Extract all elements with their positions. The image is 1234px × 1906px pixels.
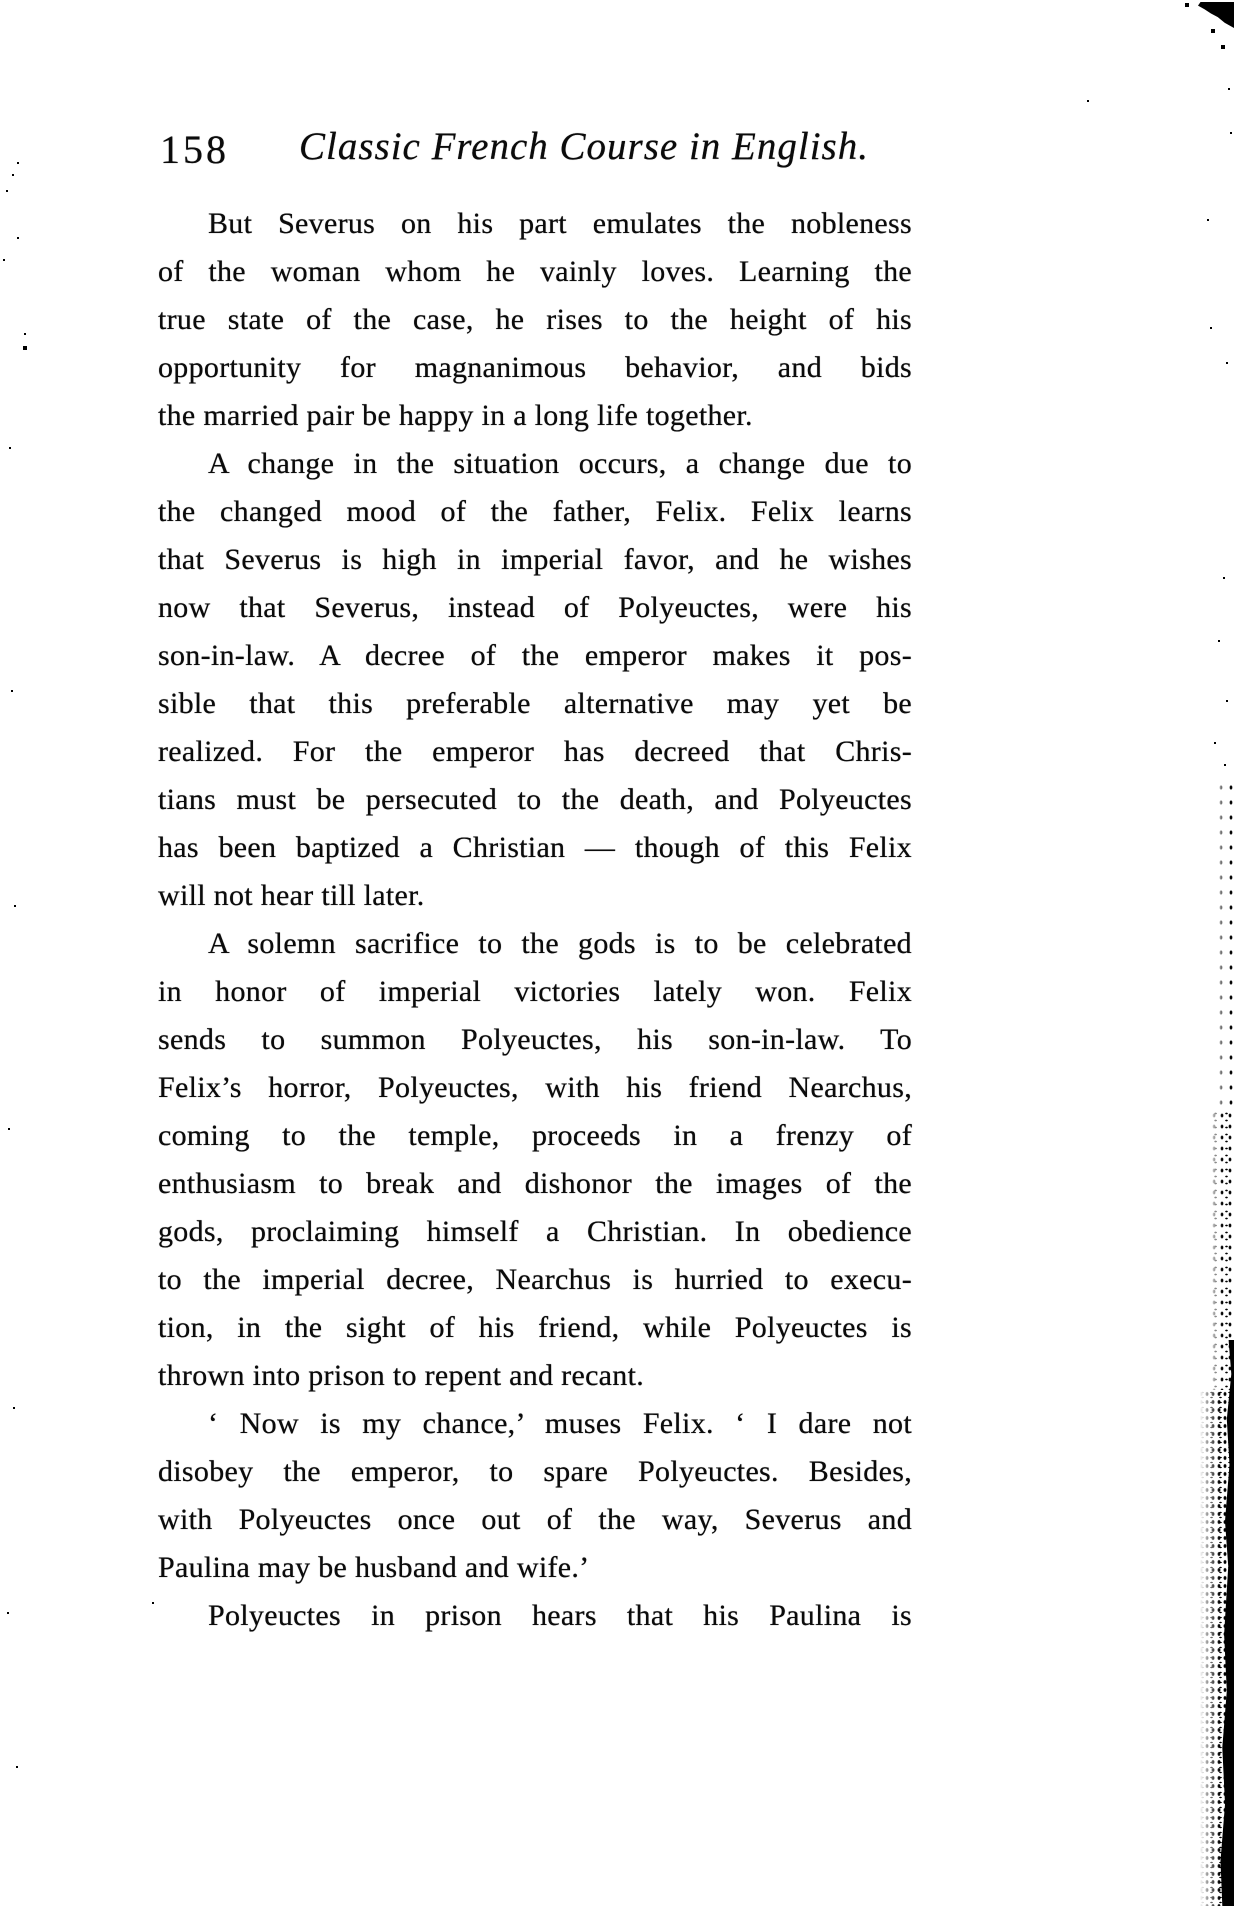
text-line: thrown into prison to repent and recant.	[158, 1359, 645, 1392]
text-line: gods, proclaiming himself a Christian. In obedience	[158, 1215, 912, 1248]
text-line: of the woman whom he vainly loves. Learning the	[158, 255, 912, 288]
text-line: sible that this preferable alternative may yet be	[158, 687, 912, 720]
body-text	[158, 200, 912, 1640]
text-line: realized. For the emperor has decreed that Chris-	[158, 735, 912, 768]
paragraph	[158, 200, 912, 440]
text-line: in honor of imperial victories lately won. Felix	[158, 975, 912, 1008]
text-line: tion, in the sight of his friend, while Polyeuctes is	[158, 1311, 912, 1344]
text-line: But Severus on his part emulates the nobleness	[208, 207, 912, 240]
text-line: true state of the case, he rises to the height of his	[158, 303, 912, 336]
text-line: tians must be persecuted to the death, and Polyeuctes	[158, 783, 912, 816]
text-line: A solemn sacrifice to the gods is to be celebrated	[208, 927, 912, 960]
text-line: now that Severus, instead of Polyeuctes, were his	[158, 591, 912, 624]
text-line: sends to summon Polyeuctes, his son-in-law. To	[158, 1023, 912, 1056]
text-line: that Severus is high in imperial favor, and he wishes	[158, 543, 912, 576]
paragraph	[158, 440, 912, 920]
paragraph	[158, 1592, 912, 1640]
scan-noise-band-top	[1216, 780, 1234, 1110]
text-line: A change in the situation occurs, a change due to	[208, 447, 912, 480]
text-line: Polyeuctes in prison hears that his Paulina is	[208, 1599, 912, 1632]
text-line: enthusiasm to break and dishonor the images of the	[158, 1167, 912, 1200]
paragraph	[158, 920, 912, 1400]
text-line: the changed mood of the father, Felix. Felix learns	[158, 495, 912, 528]
running-title: Classic French Course in English.	[299, 125, 869, 168]
text-line: Felix’s horror, Polyeuctes, with his friend Nearchus,	[158, 1071, 912, 1104]
text-line: with Polyeuctes once out of the way, Severus and	[158, 1503, 912, 1536]
page-number: 158	[160, 127, 229, 172]
text-line: will not hear till later.	[158, 879, 425, 912]
text-line: opportunity for magnanimous behavior, and bids	[158, 351, 912, 384]
text-line: disobey the emperor, to spare Polyeuctes. Besides,	[158, 1455, 912, 1488]
scan-specks	[0, 0, 2, 2]
paragraph	[158, 1400, 912, 1592]
text-line: son-in-law. A decree of the emperor makes it pos-	[158, 639, 912, 672]
page-header	[158, 122, 914, 180]
text-line: coming to the temple, proceeds in a frenzy of	[158, 1119, 912, 1152]
text-line: the married pair be happy in a long life together.	[158, 399, 753, 432]
scan-corner-blob	[1198, 2, 1234, 28]
text-line: has been baptized a Christian — though of this Felix	[158, 831, 912, 864]
text-line: Paulina may be husband and wife.’	[158, 1551, 590, 1584]
text-line: ‘ Now is my chance,’ muses Felix. ‘ I dare not	[208, 1407, 912, 1440]
text-line: to the imperial decree, Nearchus is hurried to execu-	[158, 1263, 912, 1296]
